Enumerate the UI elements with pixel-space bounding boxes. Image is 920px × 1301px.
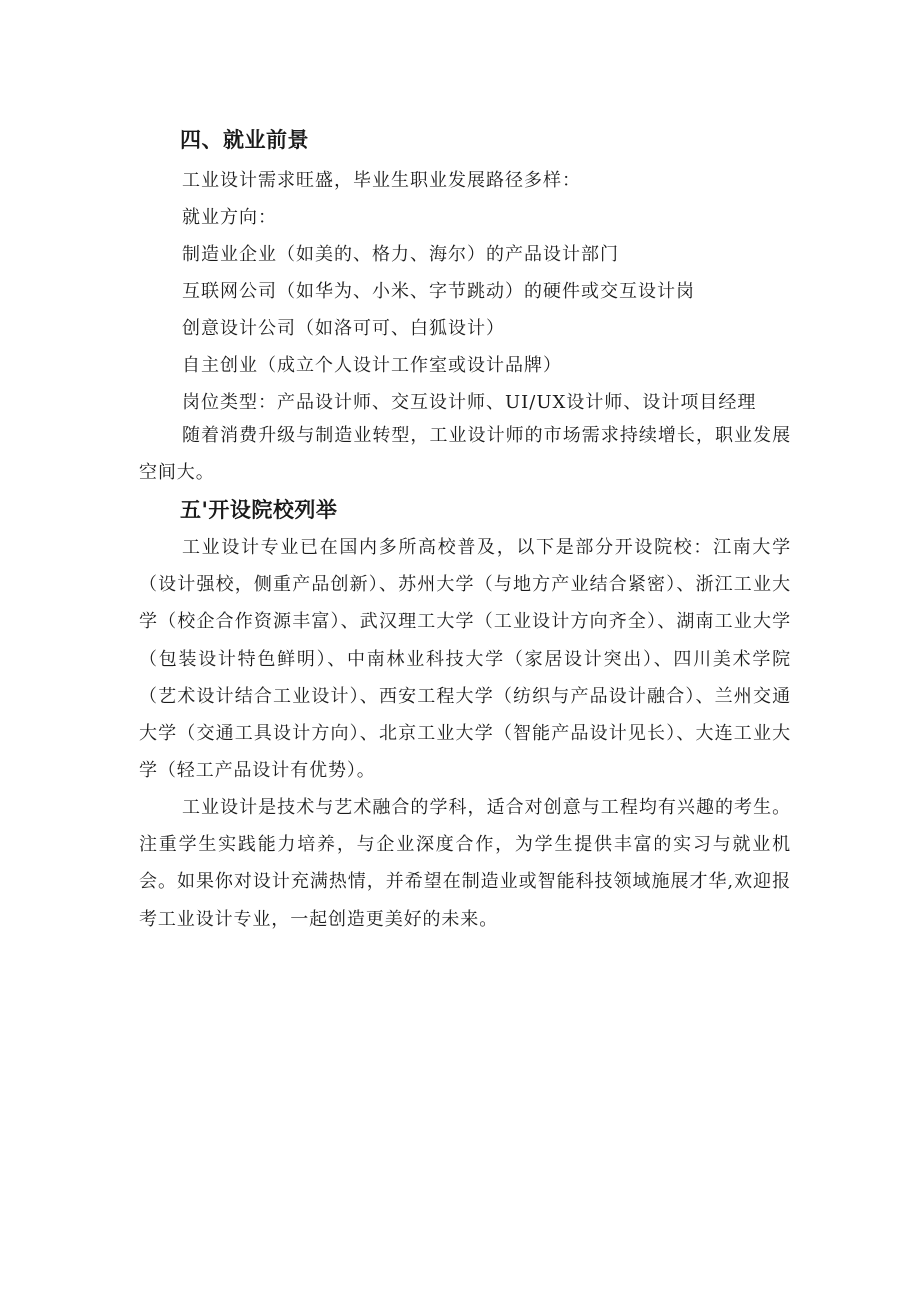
employment-outlook-paragraph: 随着消费升级与制造业转型，工业设计师的市场需求持续增长，职业发展空间大。 <box>139 425 791 484</box>
direction-item: 创意设计公司（如洛可可、白狐设计） <box>182 318 505 339</box>
closing-paragraph: 工业设计是技术与艺术融合的学科，适合对创意与工程均有兴趣的考生。注重学生实践能力培养，与企业深度合作，为学生提供丰富的实习与就业机会。如果你对设计充满热情，并希望在制造业或智能科技领域施展才华,欢迎报考工业设计专业，一起创造更美好的未来。 <box>139 797 791 930</box>
direction-item: 互联网公司（如华为、小米、字节跳动）的硬件或交互设计岗 <box>182 281 695 302</box>
directions-label: 就业方向： <box>182 207 277 228</box>
direction-item: 自主创业（成立个人设计工作室或设计品牌） <box>182 355 562 376</box>
employment-intro: 工业设计需求旺盛，毕业生职业发展路径多样： <box>182 170 581 191</box>
direction-item: 制造业企业（如美的、格力、海尔）的产品设计部门 <box>182 244 619 265</box>
section-5-heading: 五'开设院校列举 <box>180 498 338 522</box>
section-4-heading: 四、就业前景 <box>180 128 309 152</box>
position-types: 岗位类型：产品设计师、交互设计师、UI/UX设计师、设计项目经理 <box>182 392 757 413</box>
schools-list-paragraph: 工业设计专业已在国内多所高校普及，以下是部分开设院校：江南大学（设计强校，侧重产品创新）、苏州大学（与地方产业结合紧密）、浙江工业大学（校企合作资源丰富）、武汉理工大学（工业设计方向齐全）、湖南工业大学（包装设计特色鲜明）、中南林业科技大学（家居设计突出）、四川美术学院（艺术设计结合工业设计）、西安工程大学（纺织与产品设计融合）、兰州交通大学（交通工具设计方向）、北京工业大学（智能产品设计见长）、大连工业大学（轻工产品设计有优势）。 <box>139 537 791 782</box>
